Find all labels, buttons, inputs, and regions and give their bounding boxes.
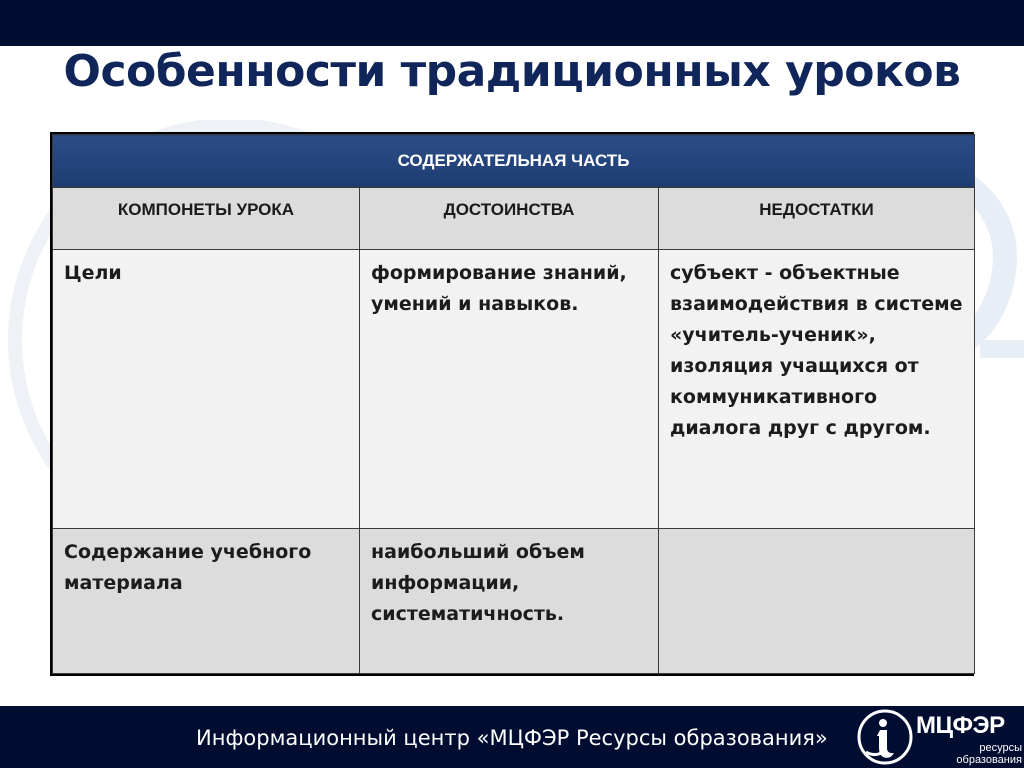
top-bar: [0, 0, 1024, 46]
logo-subtitle-line1: ресурсы: [979, 742, 1022, 754]
cell-component-text: Цели: [64, 262, 122, 284]
cell-advantages: [360, 250, 659, 529]
cell-disadvantages: [659, 529, 975, 674]
cell-disadvantages: [659, 250, 975, 529]
column-header-advantages: ДОСТОИНСТВА: [360, 188, 659, 250]
cell-advantages-text: формирование знаний, умений и навыков.: [371, 262, 627, 315]
slide-title: Особенности традиционных уроков: [63, 46, 961, 97]
logo-subtitle-line2: образования: [956, 754, 1022, 766]
column-header-components: КОМПОНЕТЫ УРОКА: [53, 188, 360, 250]
cell-advantages-text: наибольший объем информации, систематичность.: [371, 541, 585, 625]
logo-name: МЦФЭР: [916, 712, 1005, 739]
logo-subtitle: [922, 742, 1022, 766]
table-header-row: [53, 135, 975, 188]
column-header-disadvantages: НЕДОСТАТКИ: [659, 188, 975, 250]
table-row: [53, 250, 975, 529]
table-row: [53, 529, 975, 674]
cell-component-text: Содержание учебного материала: [64, 541, 312, 594]
cell-disadvantages-text: [659, 529, 974, 537]
column-headers-row: [53, 188, 975, 250]
cell-component: [53, 250, 360, 529]
cell-advantages: [360, 529, 659, 674]
logo: [856, 708, 1024, 768]
table-header: СОДЕРЖАТЕЛЬНАЯ ЧАСТЬ: [53, 135, 975, 188]
features-table: [50, 132, 974, 676]
logo-emblem-icon: [856, 708, 914, 766]
cell-component: [53, 529, 360, 674]
footer-text: Информационный центр «МЦФЭР Ресурсы образования»: [196, 726, 828, 750]
cell-disadvantages-text: субъект - объектные взаимодействия в системе «учитель-ученик», изоляция учащихся от коммуникативного диалога друг с другом.: [670, 262, 963, 439]
